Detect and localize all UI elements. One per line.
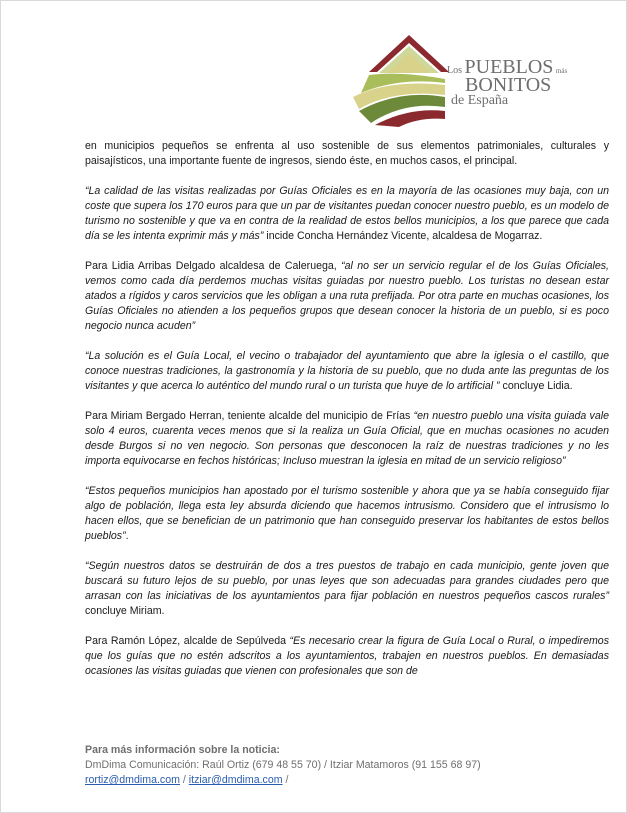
quote-text: “Según nuestros datos se destruirán de dos a tres puestos de trabajo en cada municipio, gente joven que buscará su futuro lejos de su pueblo, por unas leyes que son adecuadas para grandes ciudades pero que arrasan con las iniciativas de los ayuntamientos para fijar población en nuestros pequeños cascos rurales” <box>85 560 609 602</box>
quote-text: “Es necesario crear la figura de Guía Local o Rural, o impediremos que los guías que no estén adscritos a los ayuntamientos, trabajen en nuestros pueblos. En demasiadas ocasiones las visitas guiadas que vienen con profesionales que son de <box>85 635 609 677</box>
paragraph-frias-quote <box>85 409 609 469</box>
quote-text: “Estos pequeños municipios han apostado por el turismo sostenible y ahora que ya se había conseguido fijar algo de población, llega esta ley absurda diciendo que hacemos intrusismo. Considero que el intrusismo lo hacen ellos, que se benefician de un patrimonio que han conseguido preservar los habitantes de estos bellos pueblos” <box>85 485 609 542</box>
footer-contact-line: DmDima Comunicación: Raúl Ortiz (679 48 55 70) / Itziar Matamoros (91 155 68 97) <box>85 759 481 771</box>
paragraph-intro: en municipios pequeños se enfrenta al uso sostenible de sus elementos patrimoniales, culturales y paisajísticos, una importante fuente de ingresos, siendo éste, en muchos casos, el principal. <box>85 140 609 167</box>
email-link-rortiz[interactable]: rortiz@dmdima.com <box>85 774 180 786</box>
press-contact-footer <box>85 743 609 788</box>
lead-text: Para Lidia Arribas Delgado alcaldesa de Caleruega, <box>85 260 342 272</box>
attribution: concluye Lidia. <box>499 380 573 392</box>
logo-wordmark <box>447 57 577 108</box>
footer-heading: Para más información sobre la noticia: <box>85 744 280 756</box>
logo-word-los: Los <box>447 65 462 76</box>
paragraph-mogarraz-quote <box>85 184 609 244</box>
logo-word-de-espana: de España <box>451 93 509 108</box>
logo-word-pueblos: PUEBLOS <box>464 56 554 78</box>
quote-text: “La calidad de las visitas realizadas por Guías Oficiales es en la mayoría de las ocasiones muy baja, con un coste que supera los 170 euros para que un par de visitantes puedan conocer nuestro pueblo, es un modelo de turismo no sostenible y que va en contra de la realidad de estos bellos municipios, a los que parece que cada día se les intenta exprimir más y más” <box>85 185 609 242</box>
attribution: incide Concha Hernández Vicente, alcaldesa de Mogarraz. <box>263 230 543 242</box>
quote-text: “al no ser un servicio regular el de los Guías Oficiales, vemos como cada día perdemos muchas visitas guiadas por nuestro pueblo. Los turistas no desean estar atados a rígidos y caros servicios que les obligan a una ruta prefijada. Por otra parte en muchas ocasiones, los Guías Oficiales no atienden a los pequeños grupos que desean conocer la historia de un pueblo, si es poco negocio nunca acuden” <box>85 260 609 332</box>
logo-word-bonitos: BONITOS <box>465 74 552 96</box>
paragraph-empleo-quote <box>85 559 609 619</box>
quote-text: “La solución es el Guía Local, el vecino o trabajador del ayuntamiento que abre la iglesia o el castillo, que conoce nuestras tradiciones, la gastronomía y la historia de su pueblo, que no duda ante las preguntas de los visitantes y que acerca lo auténtico del mundo rural o un turista que huye de lo artificial ” <box>85 350 609 392</box>
attribution: concluye Miriam. <box>85 605 165 617</box>
quote-text: “en nuestro pueblo una visita guiada vale solo 4 euros, cuarenta veces menos que si la realiza un Guía Oficial, que en muchas ocasiones no acuden desde Burgos si no ven negocio. Son personas que desconocen la raíz de nuestras tradiciones y no les importa equivocarse en fechos históricas; Incluso muestran la iglesia en mitad de un servicio religioso” <box>85 410 609 467</box>
lead-text: Para Ramón López, alcalde de Sepúlveda <box>85 635 290 647</box>
lead-text: Para Miriam Bergado Herran, teniente alcalde del municipio de Frías <box>85 410 414 422</box>
article-body <box>85 139 609 694</box>
paragraph-caleruega-quote <box>85 259 609 334</box>
paragraph-intrusismo-quote: “Estos pequeños municipios han apostado por el turismo sostenible y ahora que ya se había conseguido fijar algo de población, llega esta ley absurda diciendo que hacemos intrusismo. Considero que el intrusismo lo hacen ellos, que se benefician de un patrimonio que han conseguido preservar los habitantes de estos bellos pueblos”. <box>85 485 609 542</box>
footer-emails: rortiz@dmdima.com / itziar@dmdima.com / <box>85 774 289 786</box>
paragraph-guia-local-quote <box>85 349 609 394</box>
paragraph-sepulveda-quote <box>85 634 609 679</box>
email-link-itziar[interactable]: itziar@dmdima.com <box>188 774 283 786</box>
logo-word-mas: más <box>555 67 568 75</box>
